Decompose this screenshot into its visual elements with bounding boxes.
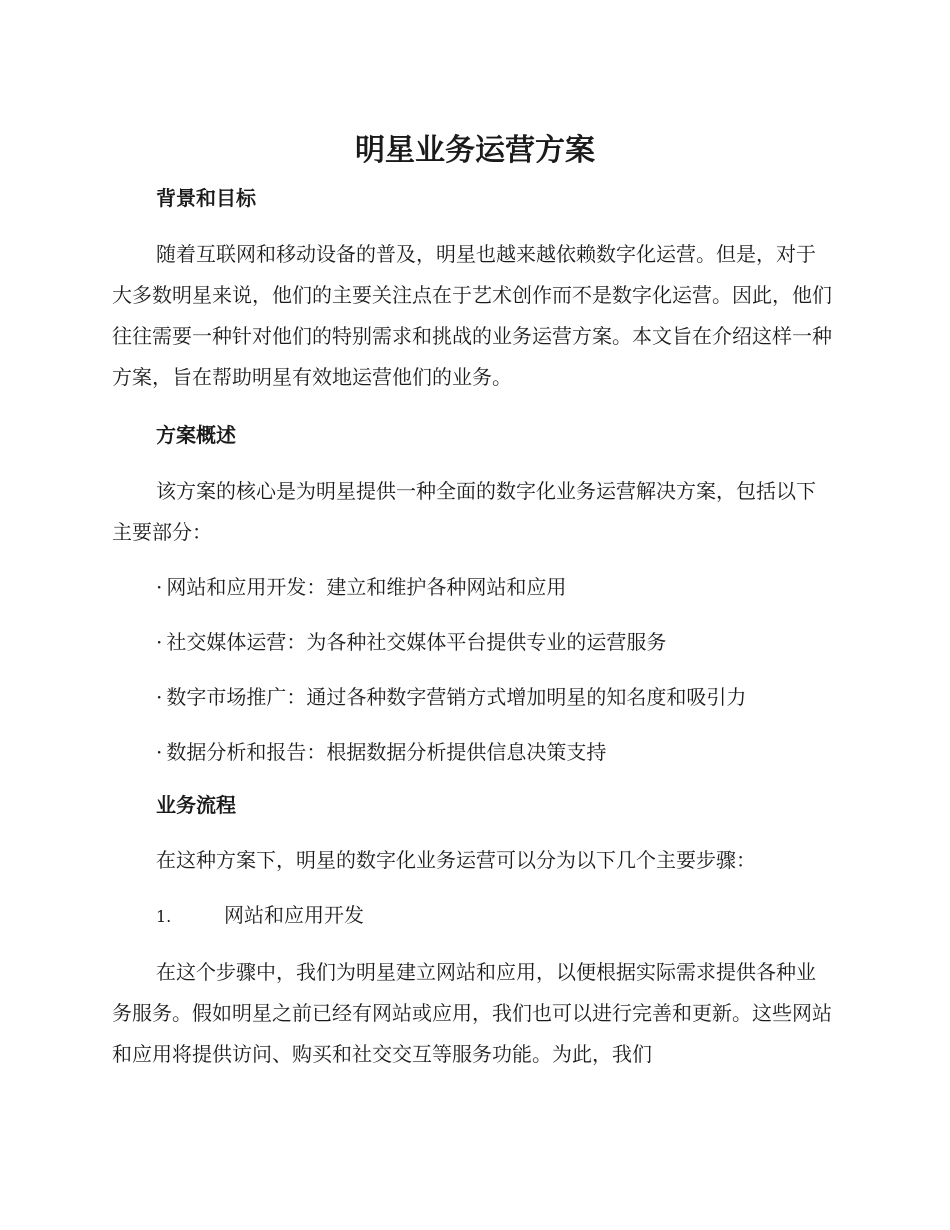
- bullet-icon: ·: [156, 630, 163, 654]
- paragraph-overview: 该方案的核心是为明星提供一种全面的数字化业务运营解决方案，包括以下主要部分：: [112, 479, 816, 544]
- list-item-text: 数据分析和报告：根据数据分析提供信息决策支持: [166, 740, 607, 764]
- paragraph-process: 在这个步骤中，我们为明星建立网站和应用，以便根据实际需求提供各种业务服务。假如明星之前已经有网站或应用，我们也可以进行完善和更新。这些网站和应用将提供访问、购买和社交交互等服务功能。为此，我们: [112, 960, 832, 1066]
- heading-process: 业务流程: [156, 793, 236, 817]
- list-item: [156, 682, 746, 712]
- bullet-icon: ·: [156, 685, 163, 709]
- paragraph-process-intro: 在这种方案下，明星的数字化业务运营可以分为以下几个主要步骤：: [156, 848, 756, 872]
- list-item-text: 网站和应用开发：建立和维护各种网站和应用: [166, 575, 567, 599]
- bullet-icon: ·: [156, 575, 163, 599]
- list-item: [156, 627, 666, 657]
- step-number: 1.: [156, 907, 172, 926]
- heading-overview: 方案概述: [156, 423, 236, 447]
- list-item-text: 数字市场推广：通过各种数字营销方式增加明星的知名度和吸引力: [166, 685, 747, 709]
- paragraph-background: 随着互联网和移动设备的普及，明星也越来越依赖数字化运营。但是，对于大多数明星来说，他们的主要关注点在于艺术创作而不是数字化运营。因此，他们往往需要一种针对他们的特别需求和挑战的业务运营方案。本文旨在介绍这样一种方案，旨在帮助明星有效地运营他们的业务。: [112, 242, 832, 389]
- heading-background: 背景和目标: [156, 186, 256, 210]
- list-item-text: 社交媒体运营：为各种社交媒体平台提供专业的运营服务: [166, 630, 667, 654]
- bullet-icon: ·: [156, 740, 163, 764]
- document-title: 明星业务运营方案: [355, 133, 595, 168]
- step-label: 网站和应用开发: [224, 903, 364, 927]
- list-item: [156, 737, 606, 767]
- list-item: [156, 572, 566, 602]
- numbered-step: [156, 900, 364, 932]
